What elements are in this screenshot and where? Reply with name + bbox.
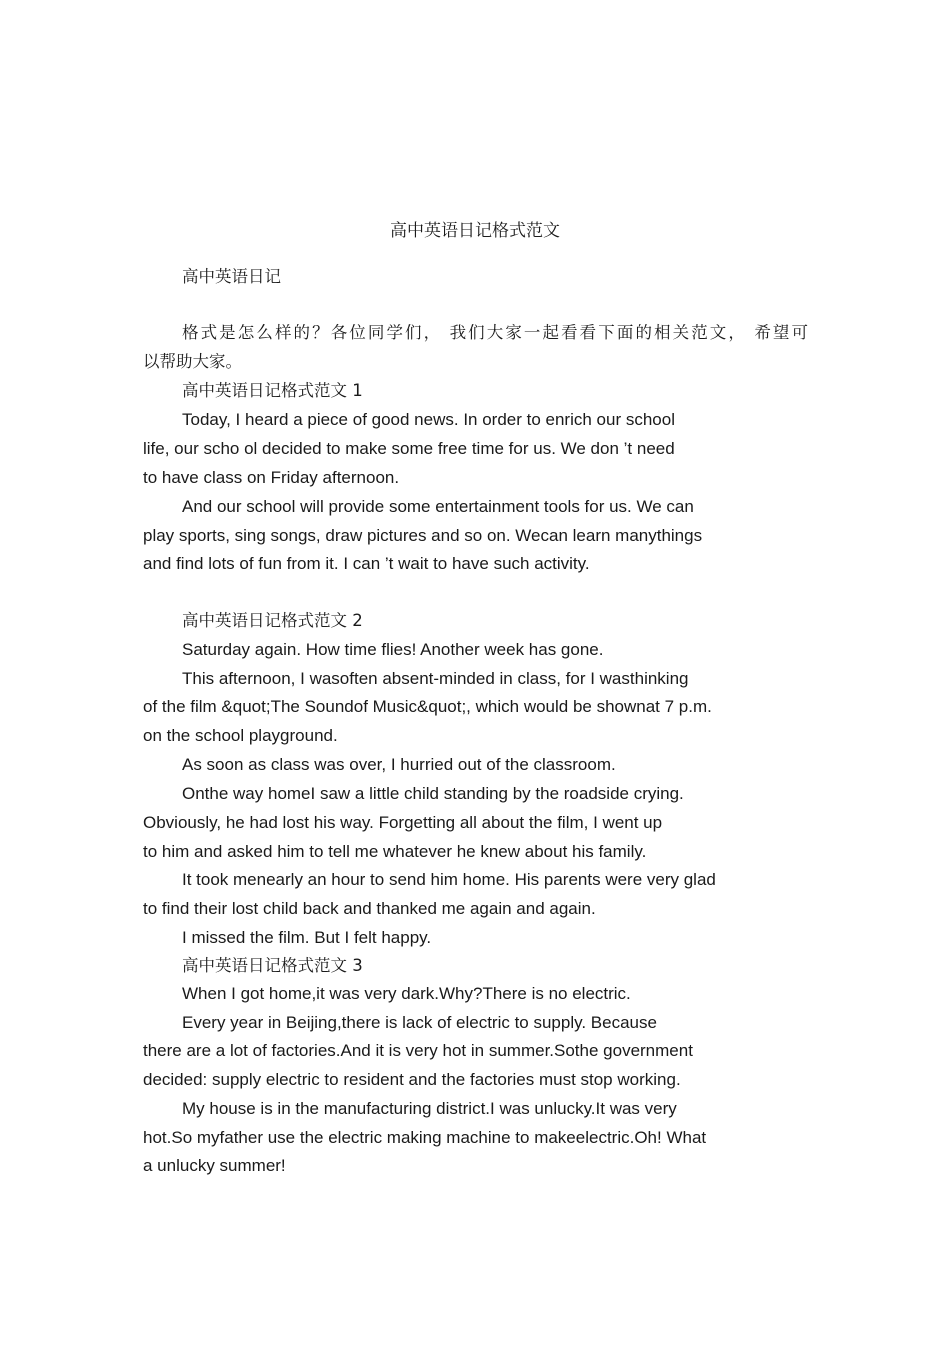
text-line: When I got home,it was very dark.Why?There is no electric. — [182, 984, 631, 1003]
text-line: to him and asked him to tell me whatever he knew about his family. — [143, 842, 647, 861]
text-line: to find their lost child back and thanked me again and again. — [143, 899, 596, 918]
text-line: on the school playground. — [143, 726, 338, 745]
text-line: Onthe way homeI saw a little child standing by the roadside crying. — [182, 784, 684, 803]
text-line: to have class on Friday afternoon. — [143, 468, 400, 487]
intro-line: 格式是怎么样的？各位同学们， 我们大家一起看看下面的相关范文， 希望可 — [182, 323, 808, 342]
text-line: Obviously, he had lost his way. Forgetting all about the film, I went up — [143, 813, 663, 832]
text-line: and find lots of fun from it. I can ’t wait to have such activity. — [143, 554, 590, 573]
text-line: decided: supply electric to resident and the factories must stop working. — [143, 1070, 681, 1089]
text-line: Saturday again. How time flies! Another week has gone. — [182, 640, 604, 659]
text-line: As soon as class was over, I hurried out of the classroom. — [182, 755, 616, 774]
text-line: It took menearly an hour to send him home. His parents were very glad — [182, 870, 716, 889]
text-line: there are a lot of factories.And it is very hot in summer.Sothe government — [143, 1041, 693, 1060]
text-line: Today, I heard a piece of good news. In order to enrich our school — [182, 410, 675, 429]
text-line: play sports, sing songs, draw pictures and so on. Wecan learn manythings — [143, 526, 703, 545]
text-line: a unlucky summer! — [143, 1156, 286, 1175]
section-heading-2: 高中英语日记格式范文 2 — [182, 611, 363, 630]
text-line: My house is in the manufacturing district.I was unlucky.It was very — [182, 1099, 677, 1118]
doc-heading: 高中英语日记 — [182, 267, 281, 286]
text-line: of the film &quot;The Soundof Music&quot;, which would be shownat 7 p.m. — [143, 697, 712, 716]
document-title: 高中英语日记格式范文 — [390, 221, 560, 241]
section-heading-3: 高中英语日记格式范文 3 — [182, 956, 363, 975]
text-line: And our school will provide some entertainment tools for us. We can — [182, 497, 694, 516]
text-line: life, our scho ol decided to make some free time for us. We don ’t need — [143, 439, 675, 458]
text-line: Every year in Beijing,there is lack of electric to supply. Because — [182, 1013, 657, 1032]
text-line: hot.So myfather use the electric making machine to makeelectric.Oh! What — [143, 1128, 707, 1147]
section-heading-1: 高中英语日记格式范文 1 — [182, 381, 363, 400]
intro-line: 以帮助大家。 — [143, 352, 242, 371]
text-line: This afternoon, I wasoften absent-minded in class, for I wasthinking — [182, 669, 689, 688]
text-line: I missed the film. But I felt happy. — [182, 928, 432, 947]
